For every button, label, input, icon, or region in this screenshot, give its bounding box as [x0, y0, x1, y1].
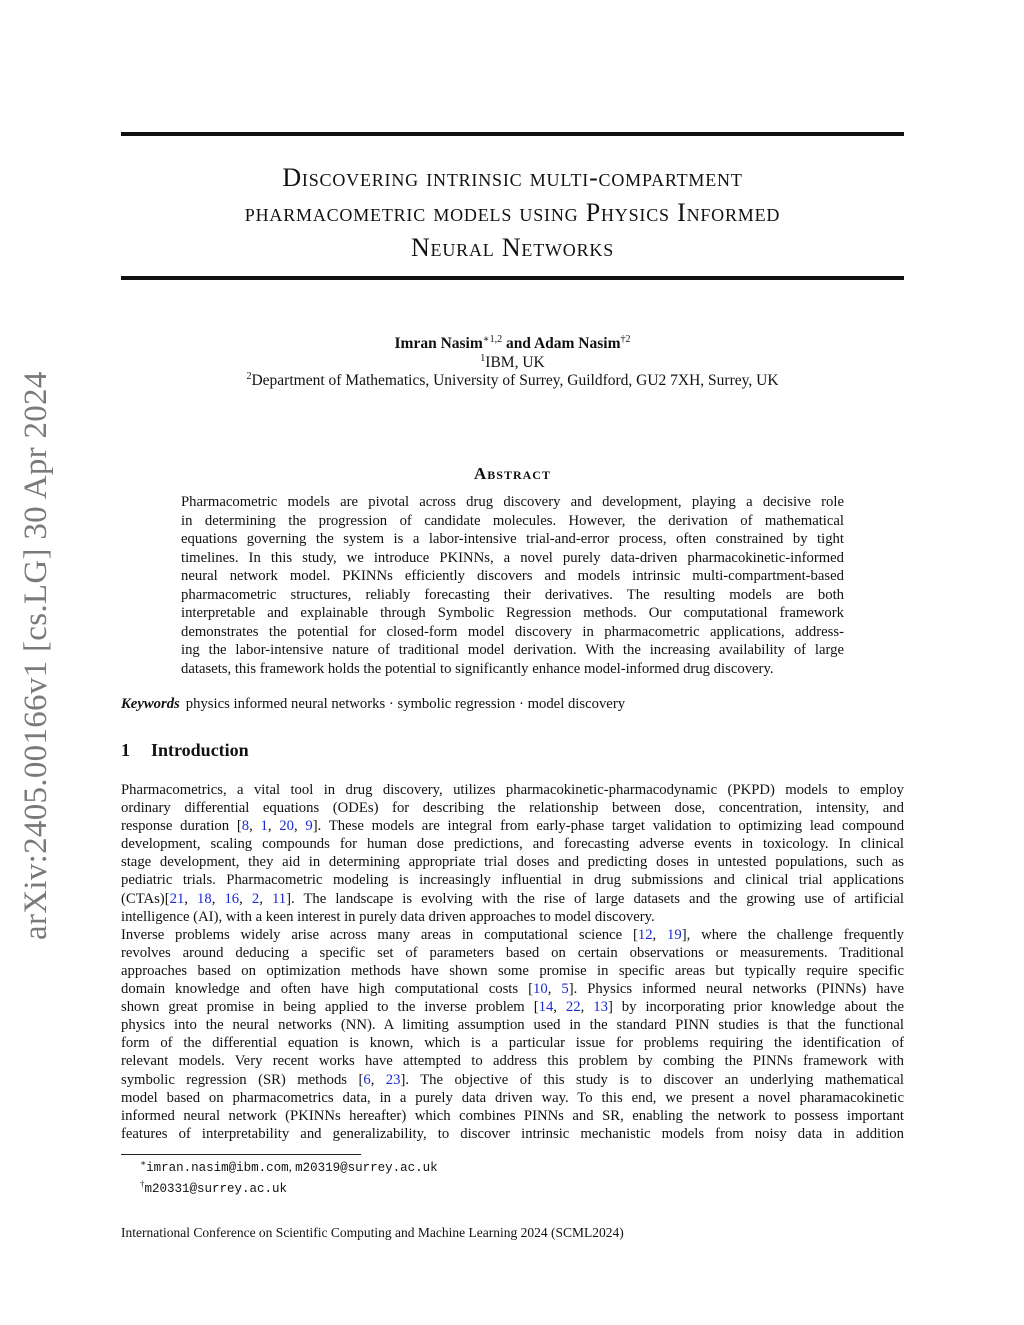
email-link[interactable]: m20331@surrey.ac.uk — [144, 1182, 288, 1196]
affiliation-1-mark: 1 — [480, 352, 486, 364]
text-span: ]. Physics informed neural networks (PINNs) have — [568, 981, 905, 998]
footnote-rule — [121, 1154, 361, 1155]
abstract-line: Pharmacometric models are pivotal across drug discovery and development, playing a decisive role — [181, 494, 844, 510]
citation-link[interactable]: 1 — [260, 818, 268, 835]
citation-link[interactable]: 8 — [241, 818, 250, 835]
body-line: relevant models. Very recent works have attempted to address this problem by combing the PINNs framework with — [121, 1053, 904, 1070]
email-link[interactable]: imran.nasim@ibm.com — [146, 1161, 289, 1175]
text-span: ]. The landscape is evolving with the rise of large datasets and the growing use of artificial — [286, 890, 905, 907]
section-heading-introduction — [121, 740, 249, 761]
abstract-line: interpretable and explainable through Symbolic Regression methods. Our computational framework — [181, 605, 844, 621]
title-line: pharmacometric models using Physics Informed — [244, 198, 781, 227]
arxiv-side-stamp: arXiv:2405.00166v1 [cs.LG] 30 Apr 2024 — [18, 371, 54, 940]
text-span: ] by incorporating prior knowledge about the — [607, 999, 905, 1016]
footnote-2 — [140, 1178, 438, 1199]
text-span: response duration [ — [121, 818, 242, 835]
body-line: features of interpretability and generalizability, to discover intrinsic mechanistic models from noisy data in addition — [121, 1125, 904, 1142]
abstract-line: pharmacometric structures, reliably forecasting their derivatives. The resulting models are both — [181, 586, 844, 603]
affiliation-1 — [121, 354, 904, 373]
section-number: 1 — [121, 740, 130, 760]
abstract-line: demonstrates the potential for closed-form model discovery in pharmacometric applications, address- — [181, 623, 844, 640]
citation-link[interactable]: 20 — [279, 818, 294, 835]
introduction-body — [121, 781, 904, 1143]
conference-footer: International Conference on Scientific Computing and Machine Learning 2024 (SCML2024) — [121, 1225, 624, 1240]
body-line: shown great promise in being applied to the inverse problem [14, 22, 13] by incorporating prior knowledge about the — [121, 999, 905, 1016]
body-line: response duration [8, 1, 20, 9]. These models are integral from early-phase target validation to optimizing lead compound — [121, 818, 905, 835]
affiliation-2-mark: 2 — [246, 371, 252, 382]
citation-link[interactable]: 9 — [305, 818, 313, 835]
author-2: Adam Nasim — [533, 335, 621, 352]
abstract-line: neural network model. PKINNs efficiently discovers and models intrinsic multi-compartment-based — [181, 568, 844, 584]
body-line: development, scaling compounds for human dose predictions, and forecasting adverse events in toxicology. In clinical — [121, 836, 904, 853]
body-line: Pharmacometrics, a vital tool in drug discovery, utilizes pharmacokinetic-pharmacodynamic (PKPD) models to employ — [121, 782, 904, 798]
body-line: domain knowledge and often have high computational costs [10, 5]. Physics informed neural networks (PINNs) have — [121, 981, 905, 998]
author-1: Imran Nasim — [394, 335, 483, 352]
text-span: domain knowledge and often have high computational costs [ — [121, 981, 533, 998]
abstract-line: datasets, this framework holds the potential to significantly enhance model-informed drug discovery. — [181, 660, 774, 677]
text-span: ], where the challenge frequently — [681, 926, 905, 943]
citation-link[interactable]: 10 — [533, 981, 548, 998]
affiliation-2-text: Department of Mathematics, University of Surrey, Guildford, GU2 7XH, Surrey, UK — [251, 372, 779, 389]
title-line: Neural Networks — [410, 233, 615, 262]
footnotes — [140, 1157, 438, 1199]
author-1-marks: ∗1,2 — [482, 334, 503, 345]
body-line: ordinary differential equations (ODEs) for describing the relationship between dose, concentration, intensity, and — [121, 800, 904, 817]
body-line: pediatric trials. Pharmacometric modeling is increasingly influential in drug submissions and clinical trial applications — [121, 872, 904, 889]
citation-link[interactable]: 23 — [385, 1071, 401, 1088]
abstract-line: ing the labor-intensive nature of traditional model derivation. With the increasing availability of large — [181, 642, 844, 658]
citation-link[interactable]: 16 — [224, 890, 240, 907]
body-line: Inverse problems widely arise across many areas in computational science [12, 19], where the challenge frequently — [121, 926, 905, 943]
abstract-heading: Abstract — [474, 464, 551, 483]
body-line: (CTAs)[21, 18, 16, 2, 11]. The landscape is evolving with the rise of large datasets and the growing use of artificial — [121, 890, 905, 907]
author-conjunction: and — [502, 335, 534, 352]
text-span: Inverse problems widely arise across many areas in computational science [ — [121, 926, 638, 943]
text-span: symbolic regression (SR) methods [ — [121, 1071, 364, 1088]
abstract-body — [181, 493, 844, 678]
title-top-rule — [121, 132, 904, 136]
affiliation-1-text: IBM, UK — [485, 353, 545, 371]
citation-link[interactable]: 6 — [363, 1071, 371, 1088]
body-line: form of the differential equation is known, which is a particular issue for problems requiring the identification of — [121, 1035, 904, 1052]
citation-link[interactable]: 12 — [637, 926, 653, 943]
abstract-line: in determining the progression of candidate molecules. However, the derivation of mathematical — [181, 512, 844, 529]
keywords — [121, 696, 625, 713]
footnote-1-mark: ∗ — [140, 1158, 147, 1168]
text-span: shown great promise in being applied to the inverse problem [ — [121, 999, 539, 1016]
body-line: physics into the neural networks (NN). A limiting assumption used in the standard PINN studies is that the functional — [121, 1017, 904, 1034]
footnote-2-mark: † — [140, 1179, 145, 1189]
affiliation-2 — [121, 372, 904, 391]
keywords-text: physics informed neural networks · symbolic regression · model discovery — [185, 696, 626, 712]
citation-link[interactable]: 19 — [667, 926, 682, 943]
title-bottom-rule — [121, 276, 904, 280]
text-span: , — [288, 1159, 296, 1174]
citation-link[interactable]: 13 — [593, 999, 608, 1016]
body-line: revolves around deducing a specific set of parameters based on certain observations or measurements. Traditional — [121, 944, 904, 961]
author-block — [121, 335, 904, 391]
body-line: model based on pharmacometrics data, in a purely data driven way. To this end, we present a novel pharamacokinetic — [121, 1089, 904, 1106]
citation-link[interactable]: 5 — [561, 981, 569, 998]
body-line: informed neural network (PKINNs hereafter) which combines PINNs and SR, enabling the network to possess important — [121, 1107, 904, 1124]
text-span: ]. The objective of this study is to discover an underlying mathematical — [400, 1071, 905, 1088]
citation-link[interactable]: 14 — [538, 999, 554, 1016]
text-span: ]. These models are integral from early-phase target validation to optimizing lead compound — [312, 818, 905, 835]
author-2-marks: †2 — [620, 334, 631, 345]
citation-link[interactable]: 22 — [565, 999, 581, 1016]
citation-link[interactable]: 2 — [251, 890, 260, 907]
title-line: Discovering intrinsic multi-compartment — [282, 163, 743, 192]
body-line: symbolic regression (SR) methods [6, 23]. The objective of this study is to discover an underlying mathematical — [121, 1071, 905, 1088]
body-line: intelligence (AI), with a keen interest in purely data driven approaches to model discovery. — [121, 908, 655, 925]
text-span: (CTAs)[ — [121, 890, 170, 907]
paper-title — [121, 160, 904, 265]
keywords-label: Keywords — [121, 696, 180, 712]
author-names — [121, 335, 904, 354]
footnote-1 — [140, 1157, 438, 1178]
citation-link[interactable]: 21 — [169, 890, 185, 907]
body-line: approaches based on optimization methods have shown some promise in specific areas but typically require specific — [121, 962, 904, 979]
section-title: Introduction — [151, 740, 249, 760]
abstract-line: equations governing the system is a labor-intensive trial-and-error process, often constrained by tight — [181, 531, 844, 547]
body-line: stage development, they aid in determining appropriate trial doses and predicting doses in untested populations, such as — [121, 854, 904, 871]
email-link[interactable]: m20319@surrey.ac.uk — [295, 1161, 438, 1175]
abstract-line: timelines. In this study, we introduce PKINNs, a novel purely data-driven pharmacokinetic-informed — [181, 549, 844, 566]
citation-link[interactable]: 18 — [197, 890, 212, 907]
citation-link[interactable]: 11 — [271, 890, 287, 907]
